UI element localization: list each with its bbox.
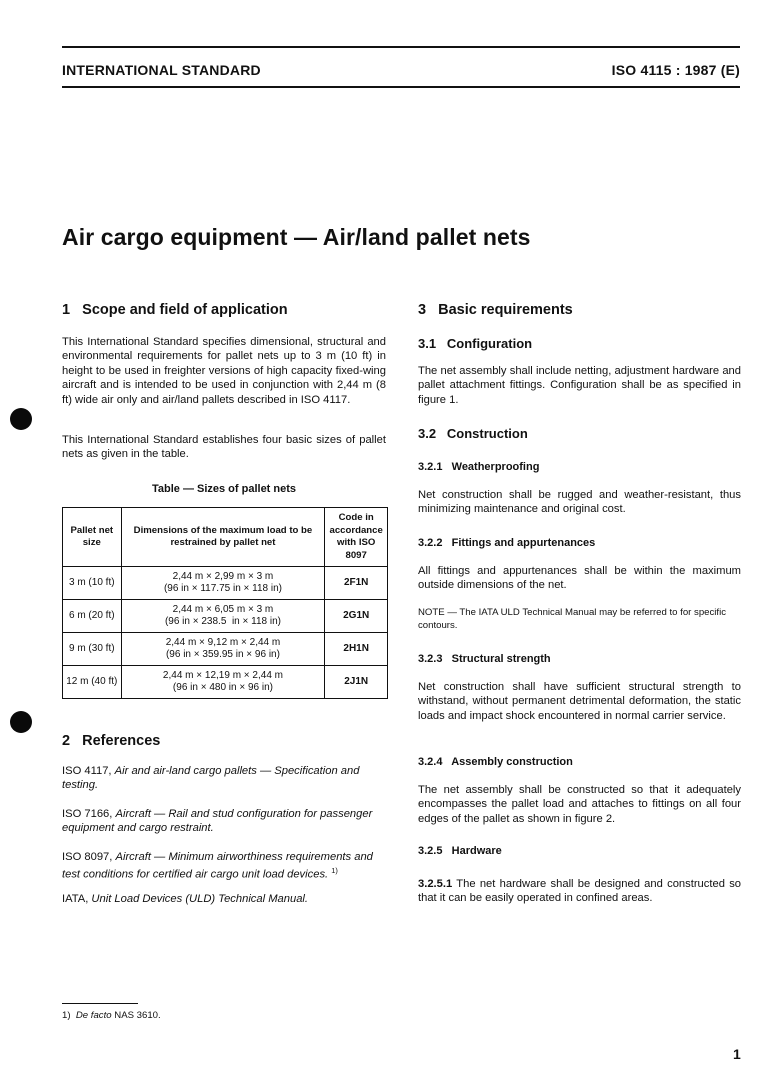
footnote-reference-marker: 1)	[331, 866, 338, 876]
table-header-dimensions: Dimensions of the maximum load to be restrained by pallet net	[121, 508, 325, 567]
section-3-2-5-1-text: The net hardware shall be designed and constructed so that it can be easily operated in confined areas.	[418, 878, 742, 905]
header-document-number: ISO 4115 : 1987 (E)	[611, 62, 740, 78]
section-3-2-2-heading: 3.2.2 Fittings and appurtenances	[418, 537, 596, 549]
section-2-heading: 2 References	[62, 733, 161, 749]
section-3-2-3-text: Net construction shall have sufficient structural strength to withstand, without permanent detrimental deformation, the static loads and impact shock encountered in normal carrier service.	[418, 681, 741, 722]
table-row	[63, 666, 388, 699]
footnote-marker: 1)	[62, 1010, 71, 1021]
section-3-2-3-heading: 3.2.3 Structural strength	[418, 653, 551, 665]
reference-title: Aircraft — Rail and stud configuration for passenger equipment and cargo restraint.	[62, 808, 373, 835]
table-cell-code: 2G1N	[325, 600, 388, 633]
reference-iata	[62, 892, 386, 906]
dimensions-metric: 2,44 m × 6,05 m × 3 m	[172, 603, 274, 615]
section-3-2-5-heading: 3.2.5 Hardware	[418, 845, 502, 857]
table-row	[63, 600, 388, 633]
page-number: 1	[733, 1046, 741, 1062]
reference-title: Air and air-land cargo pallets — Specification and testing.	[62, 765, 360, 792]
dimensions-metric: 2,44 m × 12,19 m × 2,44 m	[162, 669, 283, 681]
reference-iso-8097	[62, 850, 386, 883]
footnote-italic: De facto	[75, 1010, 112, 1021]
dimensions-metric: 2,44 m × 2,99 m × 3 m	[172, 570, 274, 582]
section-3-2-4-heading: 3.2.4 Assembly construction	[418, 756, 573, 768]
table-cell-size: 3 m (10 ft)	[63, 567, 122, 600]
section-1-heading: 1 Scope and field of application	[62, 302, 288, 318]
table-header-size: Pallet net size	[63, 508, 122, 567]
table-cell-size: 6 m (20 ft)	[63, 600, 122, 633]
table-cell-dimensions	[121, 600, 325, 633]
dimensions-imperial: (96 in × 480 in × 96 in)	[172, 682, 273, 693]
header-standard-label: INTERNATIONAL STANDARD	[62, 62, 261, 78]
table-row	[63, 567, 388, 600]
table-cell-dimensions	[121, 567, 325, 600]
section-3-heading: 3 Basic requirements	[418, 302, 573, 318]
reference-code: IATA,	[62, 893, 89, 905]
reference-code: ISO 7166,	[62, 808, 113, 820]
table-cell-code: 2F1N	[325, 567, 388, 600]
table-caption: Table — Sizes of pallet nets	[151, 483, 297, 495]
dimensions-metric: 2,44 m × 9,12 m × 2,44 m	[165, 636, 281, 648]
section-3-1-heading: 3.1 Configuration	[418, 336, 533, 351]
table-header-row	[63, 508, 388, 567]
section-1-paragraph-1: This International Standard specifies dimensional, structural and environmental requirements for pallet nets up to 3 m (10 ft) in height to be used in freighter versions of high capacity fixed-wing aircraft and is intended to be used in conjunction with 2,44 m (8 ft) wide air only and air/land pallets described in ISO 4117.	[62, 336, 386, 406]
pallet-net-sizes-table	[62, 507, 388, 699]
reference-title: Aircraft — Minimum airworthiness requirements and test conditions for certified air cargo unit load devices.	[62, 851, 373, 882]
footnote	[62, 1010, 161, 1021]
section-3-2-1-text: Net construction shall be rugged and weather-resistant, thus minimizing maintenance and original cost.	[418, 489, 741, 516]
reference-iso-4117	[62, 764, 386, 793]
reference-title: Unit Load Devices (ULD) Technical Manual.	[91, 893, 309, 905]
header-top-rule	[62, 46, 740, 48]
dimensions-imperial: (96 in × 359.95 in × 96 in)	[165, 649, 280, 660]
reference-code: ISO 4117,	[62, 765, 112, 777]
table-cell-code: 2J1N	[325, 666, 388, 699]
dimensions-imperial: (96 in × 117.75 in × 118 in)	[163, 583, 282, 594]
document-title: Air cargo equipment — Air/land pallet nets	[62, 224, 531, 250]
table-cell-code: 2H1N	[325, 633, 388, 666]
section-3-2-2-text: All fittings and appurtenances shall be within the maximum outside dimensions of the net.	[418, 565, 741, 592]
footnote-rule	[62, 1003, 138, 1004]
section-3-2-2-note: NOTE — The IATA ULD Technical Manual may be referred to for specific contours.	[418, 607, 727, 631]
table-cell-size: 9 m (30 ft)	[63, 633, 122, 666]
punch-hole-top	[10, 408, 32, 430]
section-3-2-heading: 3.2 Construction	[418, 426, 528, 441]
section-3-2-1-heading: 3.2.1 Weatherproofing	[418, 461, 540, 473]
header-bottom-rule	[62, 86, 740, 88]
table-row	[63, 633, 388, 666]
section-3-2-4-text: The net assembly shall be constructed so that it adequately encompasses the pallet load and attaches to fittings on all four edges of the pallet as shown in figure 2.	[418, 784, 741, 825]
table-cell-dimensions	[121, 666, 325, 699]
footnote-text: NAS 3610.	[114, 1010, 161, 1021]
reference-code: ISO 8097,	[62, 851, 113, 863]
table-cell-size: 12 m (40 ft)	[63, 666, 122, 699]
dimensions-imperial: (96 in × 238.5 in × 118 in)	[164, 616, 281, 627]
punch-hole-bottom	[10, 711, 32, 733]
section-3-1-text: The net assembly shall include netting, adjustment hardware and pallet attachment fittings. Configuration shall be as specified in figure 1.	[418, 365, 741, 406]
section-1-paragraph-2: This International Standard establishes four basic sizes of pallet nets as given in the table.	[62, 434, 386, 461]
table-header-code: Code in accordance with ISO 8097	[325, 508, 388, 567]
reference-iso-7166	[62, 807, 386, 836]
section-3-2-5-1-number: 3.2.5.1	[418, 878, 453, 890]
section-3-2-5-1-paragraph	[418, 877, 741, 906]
table-cell-dimensions	[121, 633, 325, 666]
